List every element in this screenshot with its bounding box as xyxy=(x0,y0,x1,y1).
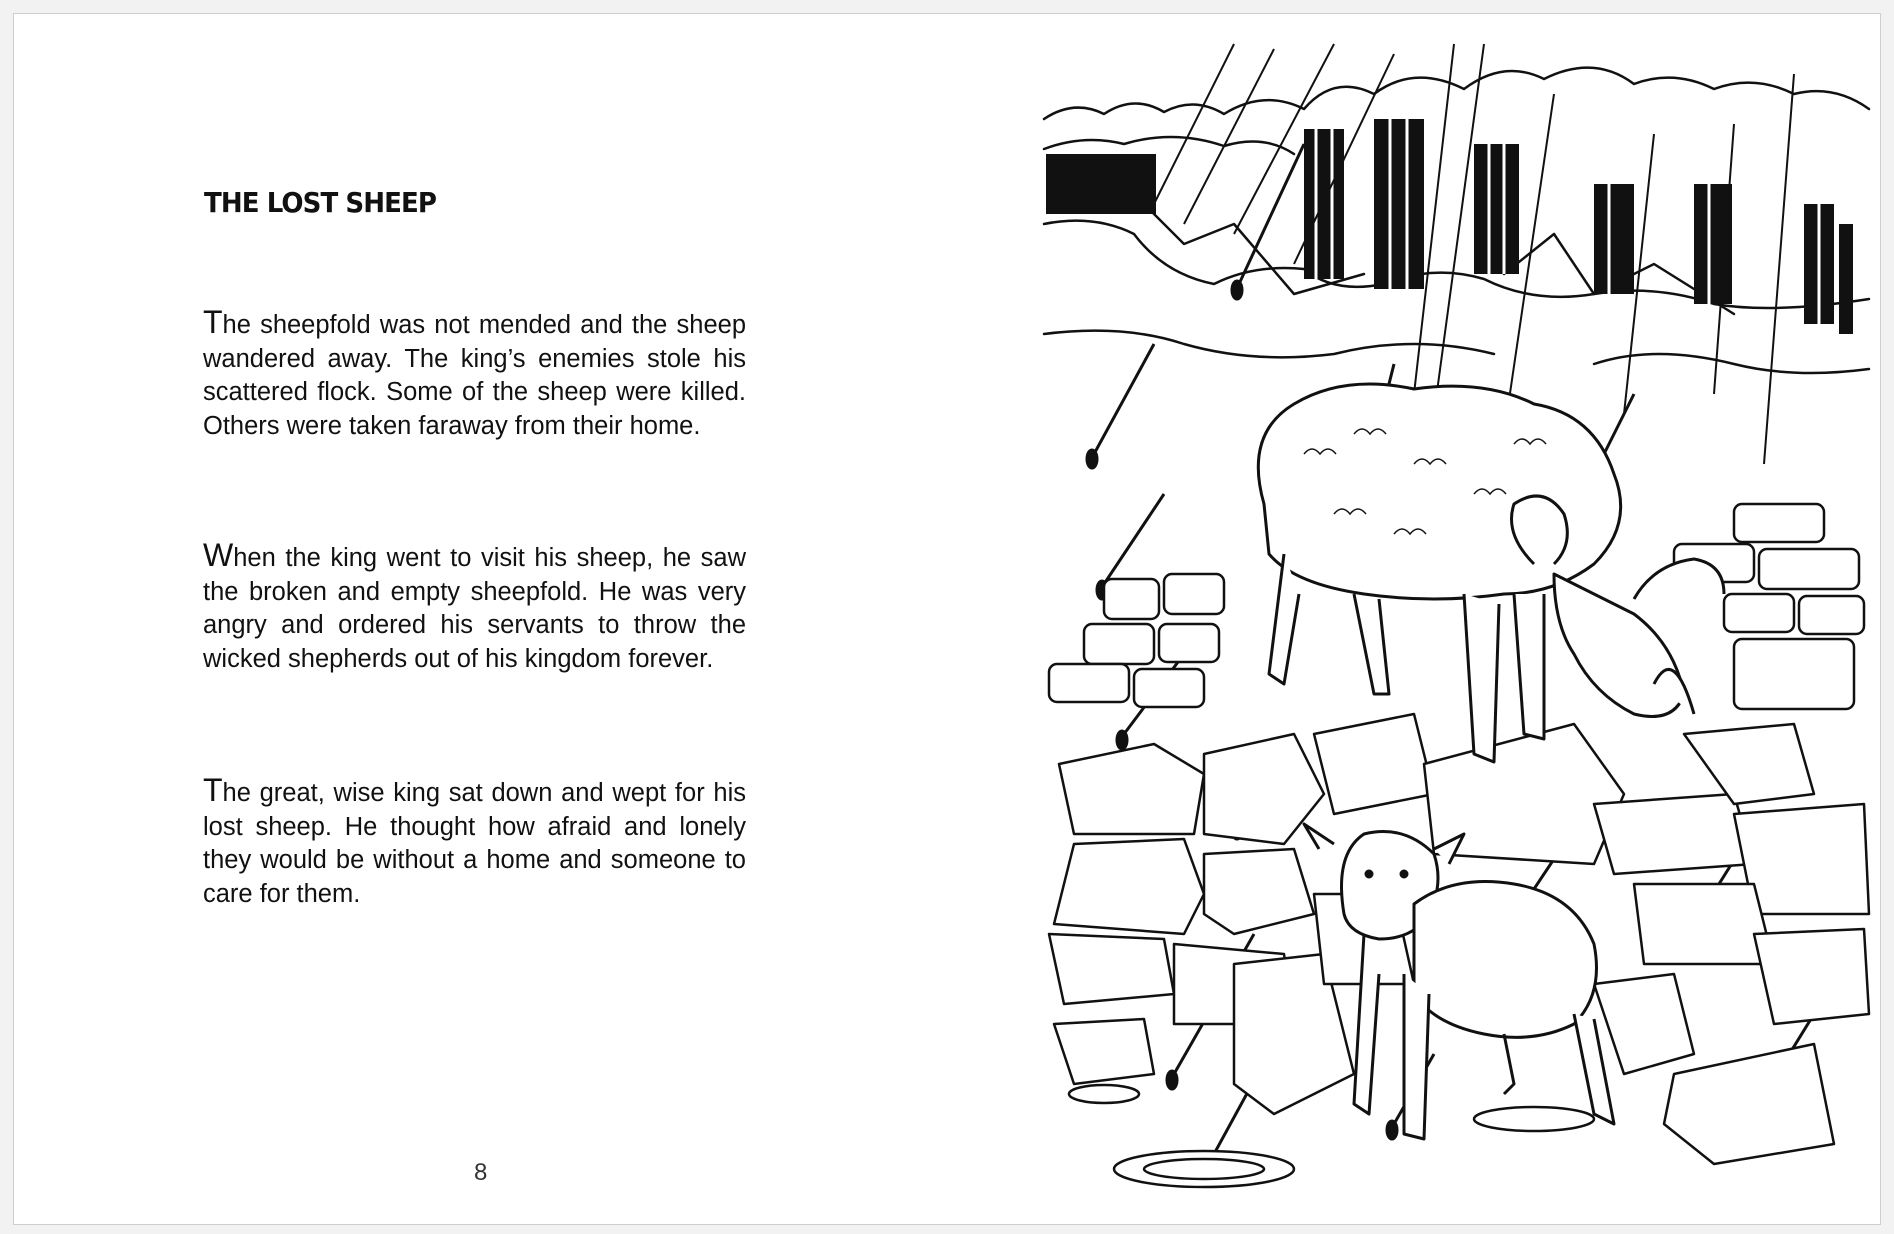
page-number: 8 xyxy=(474,1159,488,1186)
sheep-in-rain-illustration xyxy=(1034,34,1874,1209)
text-page xyxy=(14,14,974,1224)
adult-sheep xyxy=(1258,384,1724,762)
book-spread xyxy=(13,13,1881,1225)
page-title: THE LOST SHEEP xyxy=(204,186,436,219)
story-paragraph-2: When the king went to visit his sheep, he saw the broken and empty sheepfold. He was very angry and ordered his servants to throw the wicked shepherds out of his kingdom forever. xyxy=(203,537,746,674)
puddles xyxy=(1069,1085,1594,1187)
story-paragraph-1: The sheepfold was not mended and the sheep wandered away. The king’s enemies stole his scattered flock. Some of the sheep were killed. Others were taken faraway from their home. xyxy=(203,304,746,441)
story-paragraph-3: The great, wise king sat down and wept for his lost sheep. He thought how afraid and lonely they would be without a home and someone to care for them. xyxy=(203,772,746,909)
cloud-band xyxy=(1044,68,1869,119)
stone-wall xyxy=(1049,504,1869,1164)
